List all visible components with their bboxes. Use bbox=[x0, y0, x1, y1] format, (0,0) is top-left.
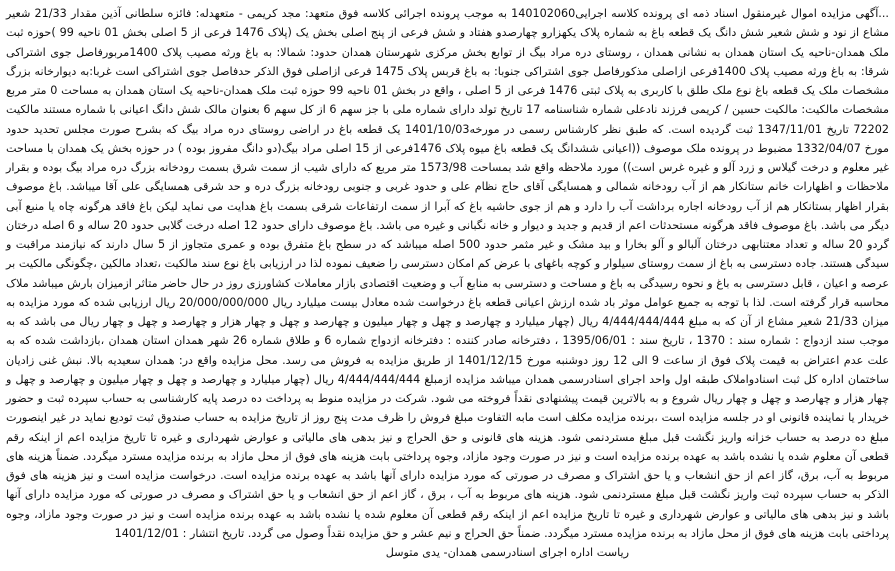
notice-signature: ریاست اداره اجرای اسنادرسمی همدان- یدی متوسل bbox=[385, 546, 629, 559]
auction-notice-text: ...آگهی مزایده اموال غیرمنقول اسناد ذمه ای پرونده کلاسه اجرایی140102060 به موجب پرونده اجرائی کلاسه فوق متعهد: مجد کریمی - متعهدله: فائزه سلطانی آذین مقدار 21/33 شعیر مشاع از نود و شش شعیر شش دانگ یک قطعه باغ به شماره پلاک یکهزارو چهارصدو هفتاد و شش فرعی از پنج اصلی بخش یک (پلاک 1476 فرعی از 5 اصلی بخش 01 ناحیه 99 )حوزه ثبت ملک همدان-ناحیه یک استان همدان به نشانی همدان ، روستای دره مراد بیگ از توابع بخش مرکزی شهرستان همدان حدود: شمالا: به باغ ورثه مصیب پلاک 1400مربورفاصل جوی اشتراکی شرقا: به باغ ورثه مصیب پلاک 1400فرعی ازاصلی مذکورفاصل جوی اشتراکی جنوبا: به باغ قربس پلاک 1475 فرعی ازاصلی فوق الذکر حدفاصل جوی اشتراکی است غربا:به دیوارخانه بزرگ مشخصات ملک یک قطعه باغ نوع ملک طلق با کاربری به پلاک ثبتی 1476 فرعی از 5 اصلی ، واقع در بخش 01 ناحیه 99 حوزه ثبت ملک همدان-ناحیه یک استان همدان به مساحت 0 متر مربع مشخصات مالکیت: مالکیت حسین / کریمی فرزند نادعلی شماره شناسنامه 17 تاریخ تولد دارای شماره ملی با جز سهم 6 از کل سهم 6 بعنوان مالک شش دانگ اعیانی با شماره مستند مالکیت 72202 تاریخ 1347/11/01 ثبت گردیده است. که طبق نظر کارشناس رسمی در مورخه1401/10/03 یک قطعه باغ در اراضی روستای دره مراد بیگ که بشرح صورت مجلس تحدید حدود مورخ 1332/04/07 مضبوط در پرونده ملک موصوف ((اعیانی ششدانگ یک قطعه باغ میوه پلاک 1476فرعی از 15 اصلی مراد بیگ(دو دانگ مفروز بوده ) در حوزه بخش یک همدان با مساحت غیر معلوم و درخت گیلاس و زرد آلو و غیره غرس است)) مورد ملاحظه واقع شد بمساحت 1573/98 متر مربع که دارای شیب از سمت شرق بسمت رودخانه بزرگ دره مراد بیگ بوده و بقرار ملاحظات و اظهارات خانم ستانکار هم از آب رودخانه شمالی و همسایگی آقای حاج نظام علی و حدود غربی و جنوبی رودخانه بزرگ دره و حد شرقی همسایگی علی آقا میباشد. باغ موصوف بقرار اظهار بستانکار هم از آب رودخانه اجاره برداشت آب را دارد و هم از جوی حاشیه باغ که آبرا از سمت ارتفاعات شرقی بسمت باغ هدایت می نماید لیکن باغ فاقد هرگونه چاه یا منبع آبی دیگر می باشد. باغ موصوف فاقد هرگونه مستحدثات اعم از قدیم و جدید و دیوار و خانه نگبانی و غیره می باشد. باغ موصوف دارای حدود 12 اصله درخت گلابی حدود 20 ساله و 6 اصله درختان گردو 20 ساله و تعداد معتنابهی درختان آلبالو و آلو بخارا و بید مشک و غیر مثمر حدود 500 اصله میباشد که در سطح باغ متفرق بوده و عمری متجاوز از 5 سال دارند که نیازمند مراقبت و سیدگی هستند. جاده دسترسی به باغ از سمت روستای سیلوار و کوچه باغهای با عرض کم امکان دسترسی را ضعیف نموده لذا در ارزیابی باغ نوع سند مالکیت ،تعداد مالکین ،چگونگی مالکیت بر عرصه و اعیان ، قابل دسترسی به باغ و نحوه رسیدگی به باغ و مساحت و دسترسی به منابع آب و وضعیت اقتصادی بازار معاملات کشاورزی روز در حال حاضر متاثر ازمیزان بارش میباشد ملاک محاسبه قرار گرفته است. لذا با توجه به جمیع عوامل موثر باد شده ارزش اعیانی قطعه باغ درخواست شده معادل بیست میلیارد ریال 20/000/000/000 ریال ارزیابی شده که مورد مزایده به میزان 21/33 شعیر مشاع از آن که به مبلغ 4/444/444/444 ریال (چهار میلیارد و چهارصد و چهل و چهار میلیون و چهارصد و چهل و چهار هزار و چهارصد و چهل و چهار ریال می باشد که به موجب سند ازدواج : شماره سند : 1370 ، تاریخ سند : 1395/06/01 ، دفترخانه صادر کننده : دفترخانه ازدواج شماره 6 و طلاق شماره 26 شهر همدان استان همدان ،بازداشت شده که به علت عدم اعتراض به قیمت پلاک فوق از ساعت 9 الی 12 روز دوشنبه مورخ 1401/12/15 از طریق مزایده به فروش می رسد. محل مزایده واقع در: همدان سعیدیه بالا. نبش غنی زادیان ساختمان اداره کل ثبت اسنادواملاک طبقه اول واحد اجرای اسنادرسمی همدان میباشد مزایده ازمبلغ 4/444/444/444 ریال (چهار میلیارد و چهارصد و چهل و چهار میلیون و چهارصد و چهل و چهار هزار و چهارصد و چهل و چهار ریال شروع و به بالاترین قیمت پیشنهادی نقداً فروخته می شود. شرکت در مزایده منوط به پرداخت ده درصد پایه کارشناسی به حساب سپرده ثبت و حضور خریدار یا نماینده قانونی او در جلسه مزایده است ،برنده مزایده مکلف است مابه التفاوت مبلغ فروش را ظرف مدت پنج روز از تاریخ مزایده به حساب صندوق ثبت تودیع نماید در غیر اینصورت مبلغ ده درصد به حساب خزانه واریز نگشت قبل مبلغ مستردنمی شود. هزینه های قانونی و حق الحراج و نیز بدهی های مالیاتی و عوارض شهرداری و غیره تا تاریخ مزایده اعم از اینکه رقم قطعی آن معلوم شده یا نشده باشد به عهده برنده مزایده است و نیز در صورت وجود مازاد، وجوه پرداختی بابت هزینه های فوق از محل مازاد به برنده مزایده مسترد میگردد. ضمناً هزینه های مربوط به آب، برق، گاز اعم از حق انشعاب و یا حق اشتراک و مصرف در صورتی که مورد مزایده دارای آنها باشد به عهده برنده مزایده است. درخواست مزایده است و نیز هزینه های فوق الذکر به حساب سپرده ثبت واریز نگشت قبل مبلغ مستردنمی شود. هزینه های مربوط به آب ، برق ، گاز اعم از حق انشعاب و یا حق اشتراک و مصرف در صورتی که مورد مزایده دارای آنها باشد و نیز بدهی های مالیاتی و عوارض شهرداری و غیره تا تاریخ مزایده اعم از اینکه رقم قطعی آن معلوم شده یا نشده باشد به عهده برنده مزایده است و نیز در صورت وجود مازاد، وجوه پرداختی بابت هزینه های فوق از محل مازاد به برنده مزایده مسترد میگردد. ضمناً حق الحراج و نیم عشر و حق مزایده نقداً وصول می گردد. تاریخ انتشار : 1401/12/01 bbox=[6, 7, 890, 540]
